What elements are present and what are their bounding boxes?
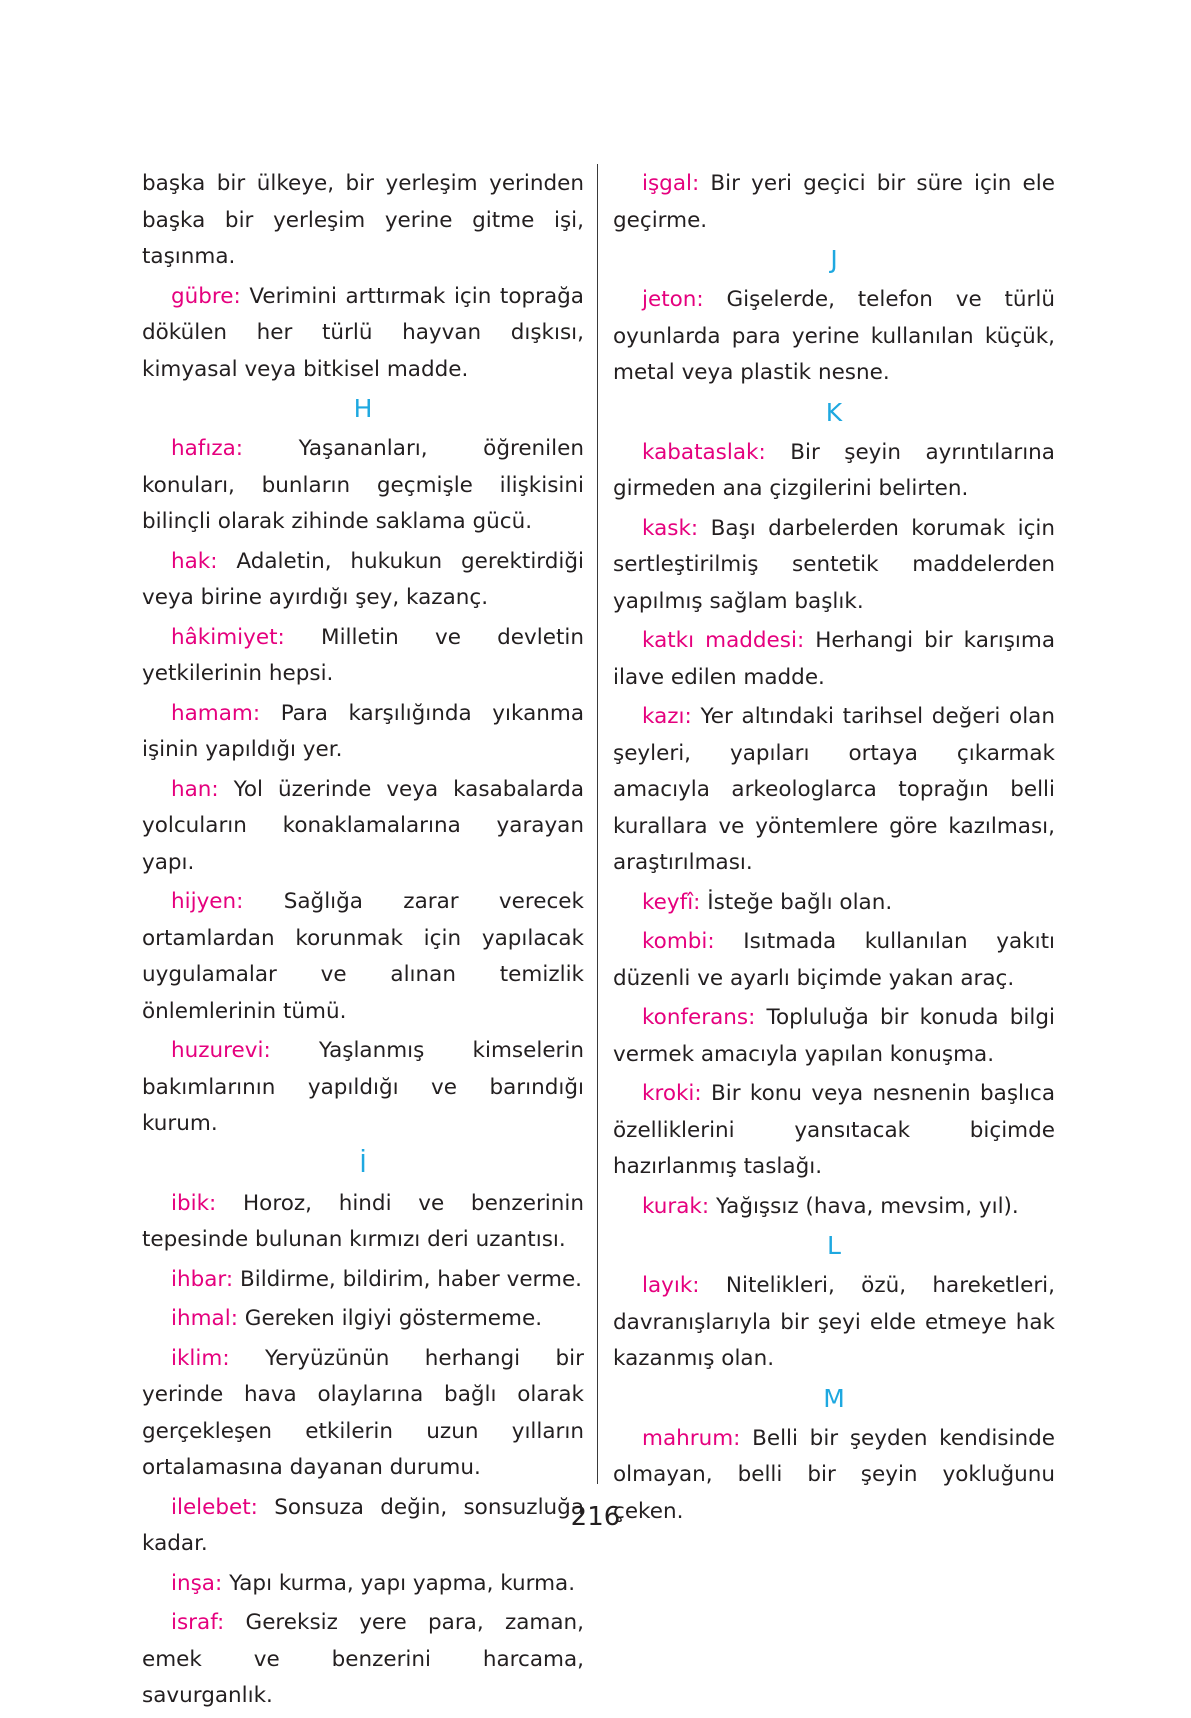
entry-term: ihmal:	[171, 1306, 238, 1331]
entry-term: kabataslak:	[642, 439, 766, 465]
entry-definition: Gişelerde, telefon ve türlü oyunlarda para yerine kullanılan küçük, metal veya plastik nesne.	[613, 287, 1055, 385]
glossary-entry	[142, 1341, 584, 1487]
entry-term: keyfî:	[642, 889, 701, 915]
glossary-entry	[142, 1301, 584, 1338]
entry-term: kombi:	[642, 929, 715, 954]
left-column	[142, 166, 584, 1718]
entry-term: hâkimiyet:	[171, 624, 285, 650]
column-divider	[597, 164, 598, 1484]
section-letter-i: İ	[359, 1148, 367, 1178]
section-letter-k: K	[825, 397, 843, 427]
entry-term: mahrum:	[642, 1425, 741, 1451]
entry-definition: Isıtmada kullanılan yakıtı düzenli ve ayarlı biçimde yakan araç.	[613, 929, 1055, 991]
section-letter-m: M	[823, 1383, 845, 1413]
entry-term: layık:	[642, 1273, 700, 1298]
entry-term: katkı maddesi:	[642, 628, 805, 653]
glossary-entry	[613, 166, 1055, 239]
entry-definition: Bir konu veya nesnenin başlıca özelliklerini yansıtacak biçimde hazırlanmış taslağı.	[613, 1081, 1055, 1179]
glossary-entry	[142, 431, 584, 541]
entry-definition: Bir yeri geçici bir süre için ele geçirme.	[613, 171, 1055, 233]
entry-term: hamam:	[171, 700, 261, 726]
glossary-entry	[613, 1000, 1055, 1073]
entry-term: ihbar:	[171, 1266, 234, 1292]
entry-definition: Adaletin, hukukun gerektirdiği veya birine ayırdığı şey, kazanç.	[142, 548, 585, 610]
glossary-entry	[142, 620, 584, 693]
entry-definition: Yağışsız (hava, mevsim, yıl).	[715, 1193, 1019, 1219]
continuation-text: başka bir ülkeye, bir yerleşim yerinden başka bir yerleşim yerine gitme işi, taşınma.	[142, 171, 584, 269]
right-column	[613, 166, 1055, 1533]
entry-definition: Horoz, hindi ve benzerinin tepesinde bulunan kırmızı deri uzantısı.	[142, 1190, 584, 1252]
section-letter-l: L	[827, 1231, 841, 1260]
glossary-entry	[613, 1268, 1055, 1378]
entries-l	[613, 1268, 1055, 1378]
entry-definition: Yaşananları, öğrenilen konuları, bunların geçmişle ilişkisini bilinçli olarak zihinde saklama gücü.	[142, 436, 584, 534]
entry-definition: Nitelikleri, özü, hareketleri, davranışlarıyla bir şeyi elde etmeye hak kazanmış olan.	[613, 1273, 1055, 1371]
glossary-entry	[142, 1186, 584, 1259]
entry-definition: Bildirme, bildirim, haber verme.	[239, 1266, 583, 1292]
entry-definition: Bir şeyin ayrıntılarına girmeden ana çizgilerini belirten.	[613, 439, 1055, 501]
entry-term: ilelebet:	[171, 1494, 258, 1520]
entry-term: hak:	[171, 548, 218, 574]
entry-term: gübre:	[171, 283, 241, 309]
glossary-entry	[142, 772, 584, 882]
entries-j	[613, 282, 1055, 392]
entries-i	[142, 1186, 584, 1715]
entry-term: israf:	[171, 1610, 225, 1635]
entry-definition: Topluluğa bir konuda bilgi vermek amacıyla yapılan konuşma.	[613, 1005, 1055, 1067]
entry-term: kazı:	[642, 704, 692, 729]
entry-definition: Yaşlanmış kimselerin bakımlarının yapıldığı ve barındığı kurum.	[142, 1038, 584, 1136]
entry-term: kroki:	[642, 1081, 702, 1106]
entry-definition: Herhangi bir karışıma ilave edilen madde.	[613, 628, 1055, 690]
entry-term: jeton:	[642, 287, 704, 312]
glossary-entry	[613, 924, 1055, 997]
entry-term: ibik:	[171, 1190, 217, 1216]
section-letter-j: J	[830, 245, 838, 274]
entries-k	[613, 435, 1055, 1226]
glossary-entry	[142, 544, 584, 617]
entry-term: konferans:	[642, 1005, 756, 1030]
entry-definition: Sağlığa zarar verecek ortamlardan korunmak için yapılacak uygulamalar ve alınan temizlik önlemlerinin tümü.	[142, 889, 584, 1024]
entries-top	[613, 166, 1055, 239]
entry-term: han:	[171, 776, 219, 802]
entry-definition: Yeryüzünün herhangi bir yerinde hava olaylarına bağlı olarak gerçekleşen etkilerin uzun yılların ortalamasına dayanan durumu.	[142, 1345, 584, 1480]
entry-term: kurak:	[642, 1193, 710, 1219]
entry-term: iklim:	[171, 1345, 230, 1371]
entry-definition: Başı darbelerden korumak için sertleştirilmiş sentetik maddelerden yapılmış sağlam başlık.	[613, 515, 1055, 614]
glossary-entry	[142, 696, 584, 769]
entries-g	[142, 279, 584, 389]
glossary-entry	[142, 1566, 584, 1603]
glossary-entry	[613, 511, 1055, 621]
glossary-entry	[613, 1076, 1055, 1186]
section-letter-h: H	[353, 394, 373, 423]
glossary-entry	[613, 435, 1055, 508]
entry-term: hijyen:	[171, 889, 244, 914]
entry-definition: Milletin ve devletin yetkilerinin hepsi.	[142, 624, 584, 686]
glossary-entry	[142, 1033, 584, 1143]
entry-definition: Gereksiz yere para, zaman, emek ve benzerini harcama, savurganlık.	[142, 1610, 584, 1708]
entry-definition: Belli bir şeyden kendisinde olmayan, belli bir şeyin yokluğunu çeken.	[613, 1425, 1055, 1524]
glossary-entry	[613, 282, 1055, 392]
glossary-entry	[613, 623, 1055, 696]
page-number: 216	[570, 1502, 621, 1532]
glossary-entry	[142, 884, 584, 1030]
entry-term: inşa:	[171, 1570, 223, 1596]
entry-definition: Yer altındaki tarihsel değeri olan şeyleri, yapıları ortaya çıkarmak amacıyla arkeologlarca toprağın belli kurallara ve yöntemlere göre kazılması, araştırılması.	[613, 704, 1055, 875]
entry-term: huzurevi:	[171, 1038, 271, 1063]
entry-definition: Yol üzerinde veya kasabalarda yolcuların konaklamalarına yarayan yapı.	[142, 776, 584, 875]
glossary-entry	[613, 885, 1055, 922]
glossary-entry	[613, 1189, 1055, 1226]
glossary-entry	[613, 699, 1055, 882]
glossary-entry	[142, 279, 584, 389]
entry-term: hafıza:	[171, 436, 244, 461]
glossary-entry	[142, 1262, 584, 1299]
entry-definition: Para karşılığında yıkanma işinin yapıldığı yer.	[142, 700, 584, 762]
entry-term: işgal:	[642, 171, 700, 196]
entry-definition: Gereken ilgiyi göstermeme.	[244, 1306, 543, 1331]
entry-definition: Yapı kurma, yapı yapma, kurma.	[229, 1570, 576, 1596]
glossary-entry	[142, 1605, 584, 1715]
entry-definition: Verimini arttırmak için toprağa dökülen her türlü hayvan dışkısı, kimyasal veya bitkisel madde.	[142, 283, 584, 382]
entries-h	[142, 431, 584, 1143]
entry-definition: Sonsuza değin, sonsuzluğa kadar.	[142, 1494, 584, 1556]
entry-term: kask:	[642, 515, 699, 541]
entry-definition: İsteğe bağlı olan.	[707, 889, 893, 915]
